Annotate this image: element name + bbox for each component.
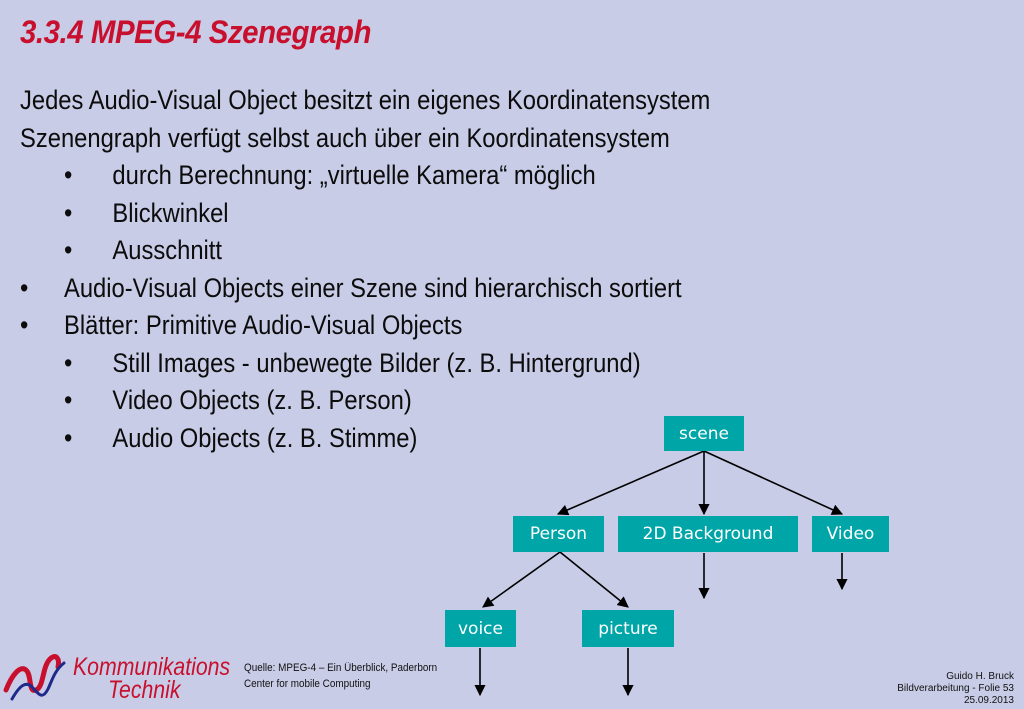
footer-info	[897, 671, 1014, 707]
node-person: Person	[513, 516, 604, 552]
node-scene: scene	[664, 416, 744, 451]
body-line	[20, 120, 724, 158]
body-line-text: Audio Objects (z. B. Stimme)	[112, 422, 418, 453]
body-line	[20, 232, 724, 270]
body-line-text: Szenengraph verfügt selbst auch über ein Koordinatensystem	[20, 122, 670, 153]
body-line	[20, 345, 724, 383]
body-line-text: Blickwinkel	[112, 197, 229, 228]
footer-author: Guido H. Bruck	[946, 671, 1014, 682]
bullet-marker: •	[64, 160, 73, 190]
node-picture: picture	[582, 610, 674, 647]
logo-text-kommunikations: Kommunikations	[73, 653, 231, 681]
bullet-marker: •	[64, 385, 73, 415]
node-voice: voice	[445, 610, 516, 647]
edge-scene-person	[558, 451, 704, 514]
node-2d-background: 2D Background	[618, 516, 798, 552]
source-note	[244, 660, 437, 692]
body-line-text: Still Images - unbewegte Bilder (z. B. Hintergrund)	[112, 347, 641, 378]
source-line-2: Center for mobile Computing	[244, 678, 371, 690]
bullet-marker: •	[20, 272, 29, 303]
bullet-marker: •	[64, 422, 73, 453]
body-line	[20, 195, 724, 233]
slide-title: 3.3.4 MPEG-4 Szenegraph	[20, 14, 371, 50]
body-line	[20, 307, 724, 345]
edge-person-picture	[560, 552, 628, 607]
bullet-marker: •	[64, 347, 73, 378]
bullet-marker: •	[20, 310, 29, 340]
body-line	[20, 157, 724, 195]
footer-date: 25.09.2013	[963, 695, 1014, 706]
body-line-text: Blätter: Primitive Audio-Visual Objects	[64, 310, 463, 340]
body-line-text: Jedes Audio-Visual Object besitzt ein eigenes Koordinatensystem	[20, 85, 711, 115]
body-line-text: Ausschnitt	[112, 235, 223, 265]
body-text	[20, 82, 724, 457]
body-line	[20, 382, 724, 420]
bullet-marker: •	[64, 235, 73, 265]
source-line-1: Quelle: MPEG-4 – Ein Überblick, Paderborn	[244, 662, 438, 674]
footer-course: Bildverarbeitung - Folie 53	[897, 683, 1014, 694]
body-line	[20, 82, 724, 120]
edge-scene-video	[704, 451, 842, 514]
body-line-text: Audio-Visual Objects einer Szene sind hierarchisch sortiert	[64, 272, 682, 303]
body-line	[20, 420, 724, 458]
node-video: Video	[812, 516, 889, 552]
logo-text-technik: Technik	[108, 676, 181, 704]
body-line-text: durch Berechnung: „virtuelle Kamera“ möglich	[112, 160, 596, 190]
edge-person-voice	[483, 552, 560, 607]
bullet-marker: •	[64, 197, 73, 228]
body-line	[20, 270, 724, 308]
body-line-text: Video Objects (z. B. Person)	[112, 385, 412, 415]
